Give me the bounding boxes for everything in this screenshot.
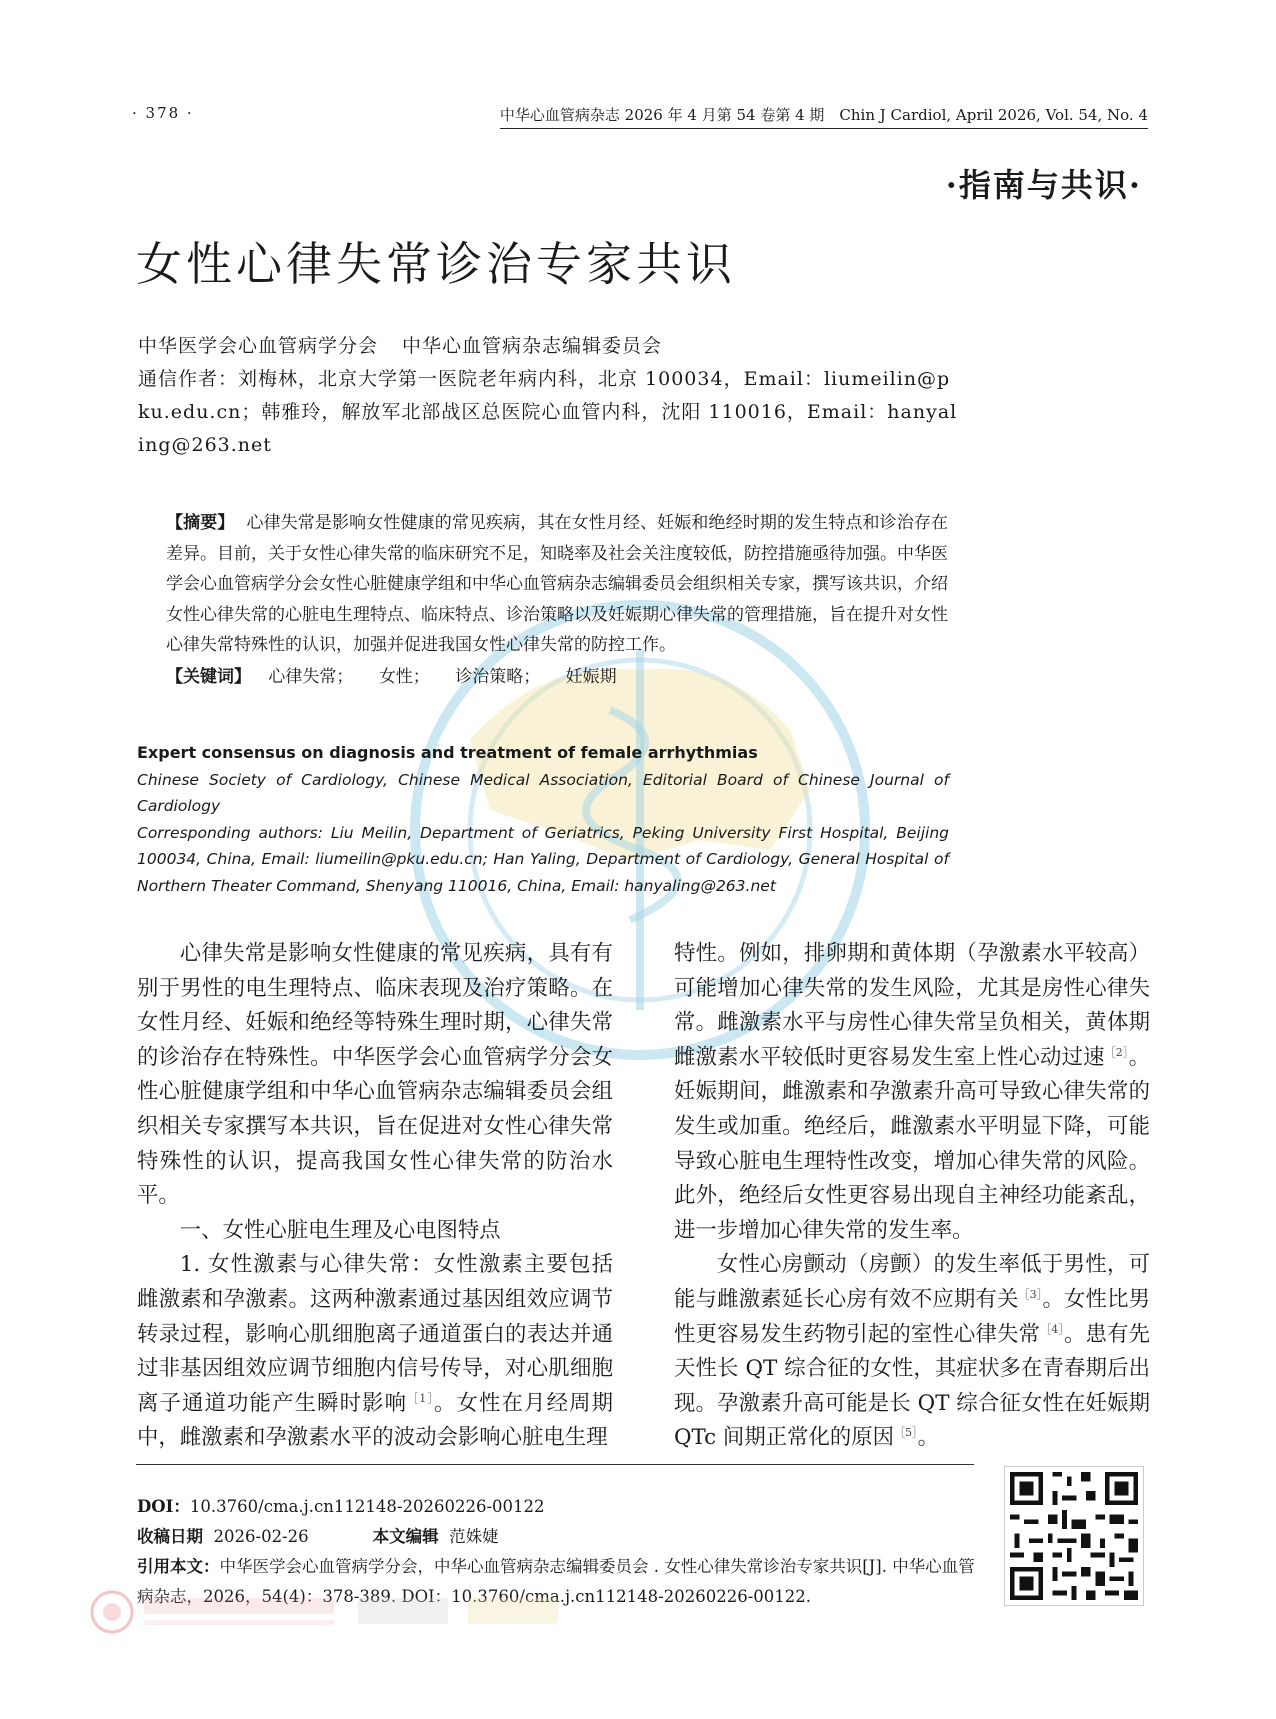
editor-label: 本文编辑 <box>372 1527 439 1546</box>
keyword: 心律失常； <box>268 667 354 687</box>
reference-link[interactable]: ［3］ <box>1018 1287 1043 1301</box>
reference-link[interactable]: ［1］ <box>407 1391 435 1405</box>
body-column-right <box>674 937 1150 1456</box>
keyword: 妊娠期 <box>565 667 617 687</box>
english-abstract-block <box>137 740 949 899</box>
english-authors: Chinese Society of Cardiology, Chinese Medical Association, Editorial Board of Chinese Journal of Cardiology <box>137 770 949 815</box>
section-label: ·指南与共识· <box>945 166 1142 204</box>
qr-code[interactable] <box>1004 1466 1144 1606</box>
reference-link[interactable]: ［4］ <box>1040 1322 1064 1336</box>
abstract <box>166 508 948 661</box>
citation-text: 中华医学会心血管病学分会，中华心血管病杂志编辑委员会 . 女性心律失常诊治专家共识[J]. 中华心血管病杂志，2026，54(4)：378-389. DOI：10.3760/cma.j.cn112148-20260226-00122. <box>137 1557 975 1606</box>
received-date: 2026-02-26 <box>213 1527 309 1546</box>
body-column-left <box>137 937 613 1456</box>
body-paragraph: 女性心房颤动（房颤）的发生率低于男性，可能与雌激素延长心房有效不应期有关$^{[3]}$。女性比男性更容易发生药物引起的室性心律失常$^{[4]}$。患有先天性长 QT 综合征的女性，其症状多在青春期后出现。孕激素升高可能是长 QT 综合征女性在妊娠期 QTc 间期正常化的原因$^{[5]}$。 <box>674 1252 1150 1451</box>
body-paragraph: 1. 女性激素与心律失常：女性激素主要包括雌激素和孕激素。这两种激素通过基因组效应调节转录过程，影响心肌细胞离子通道蛋白的表达并通过非基因组效应调节细胞内信号传导，对心肌细胞离子通道功能产生瞬时影响$^{[1]}$。女性在月经周期中，雌激素和孕激素水平的波动会影响心脏电生理 <box>137 1252 613 1451</box>
received-label: 收稿日期 <box>137 1527 203 1546</box>
reference-link[interactable]: ［5］ <box>894 1426 918 1440</box>
section-heading: 一、女性心脏电生理及心电图特点 <box>179 1217 501 1243</box>
author-org-2: 中华心血管病杂志编辑委员会 <box>402 335 663 357</box>
journal-issue-line: 中华心血管病杂志 2026 年 4 月第 54 卷第 4 期 Chin J Cardiol, April 2026, Vol. 54, No. 4 <box>500 104 1148 129</box>
english-corresponding: Corresponding authors: Liu Meilin, Department of Geriatrics, Peking University First Hospital, Beijing 100034, China, Email: liumeilin@pku.edu.cn; Han Yaling, Department of Cardiology, General Hospital of Northern Theater Command, Shenyang 110016, China, Email: hanyaling@263.net <box>137 823 949 895</box>
keyword: 女性； <box>378 667 430 687</box>
abstract-label: 【摘要】 <box>166 513 235 533</box>
abstract-text: 心律失常是影响女性健康的常见疾病，其在女性月经、妊娠和绝经时期的发生特点和诊治存在差异。目前，关于女性心律失常的临床研究不足，知晓率及社会关注度较低，防控措施亟待加强。中华医学会心血管病学分会女性心脏健康学组和中华心血管病杂志编辑委员会组织相关专家，撰写该共识，介绍女性心律失常的心脏电生理特点、临床特点、诊治策略以及妊娠期心律失常的管理措施，旨在提升对女性心律失常特殊性的认识，加强并促进我国女性心律失常的防控工作。 <box>166 513 949 655</box>
reference-link[interactable]: ［2］ <box>1104 1045 1129 1059</box>
keywords <box>166 662 948 692</box>
author-org-1: 中华医学会心血管病学分会 <box>138 335 379 357</box>
doi-link[interactable]: 10.3760/cma.j.cn112148-20260226-00122 <box>189 1497 545 1516</box>
editor-name: 范姝婕 <box>449 1527 499 1546</box>
english-title: Expert consensus on diagnosis and treatment of female arrhythmias <box>137 743 758 762</box>
publisher-logo <box>88 1588 708 1636</box>
keywords-label: 【关键词】 <box>166 667 251 687</box>
keyword: 诊治策略； <box>455 667 541 687</box>
author-block <box>138 330 958 462</box>
doi-label: DOI： <box>137 1497 190 1516</box>
corresponding-authors: 通信作者：刘梅林，北京大学第一医院老年病内科，北京 100034，Email：liumeilin@pku.edu.cn；韩雅玲，解放军北部战区总医院心血管内科，沈阳 110016，Email：hanyaling@263.net <box>138 368 958 456</box>
cite-label: 引用本文： <box>137 1557 220 1576</box>
page-number: · 378 · <box>132 104 194 122</box>
body-paragraph: 心律失常是影响女性健康的常见疾病，具有有别于男性的电生理特点、临床表现及治疗策略。在女性月经、妊娠和绝经等特殊生理时期，心律失常的诊治存在特殊性。中华医学会心血管病学分会女性心脏健康学组和中华心血管病杂志编辑委员会组织相关专家撰写本共识，旨在促进对女性心律失常特殊性的认识，提高我国女性心律失常的防治水平。 <box>137 941 613 1209</box>
article-title: 女性心律失常诊治专家共识 <box>136 237 736 291</box>
footer-divider <box>136 1464 974 1465</box>
body-paragraph: 特性。例如，排卵期和黄体期（孕激素水平较高）可能增加心律失常的发生风险，尤其是房性心律失常。雌激素水平与房性心律失常呈负相关，黄体期雌激素水平较低时更容易发生室上性心动过速$^{[2]}$。妊娠期间，雌激素和孕激素升高可导致心律失常的发生或加重。绝经后，雌激素水平明显下降，可能导致心脏电生理特性改变，增加心律失常的风险。此外，绝经后女性更容易出现自主神经功能紊乱，进一步增加心律失常的发生率。 <box>674 941 1150 1243</box>
